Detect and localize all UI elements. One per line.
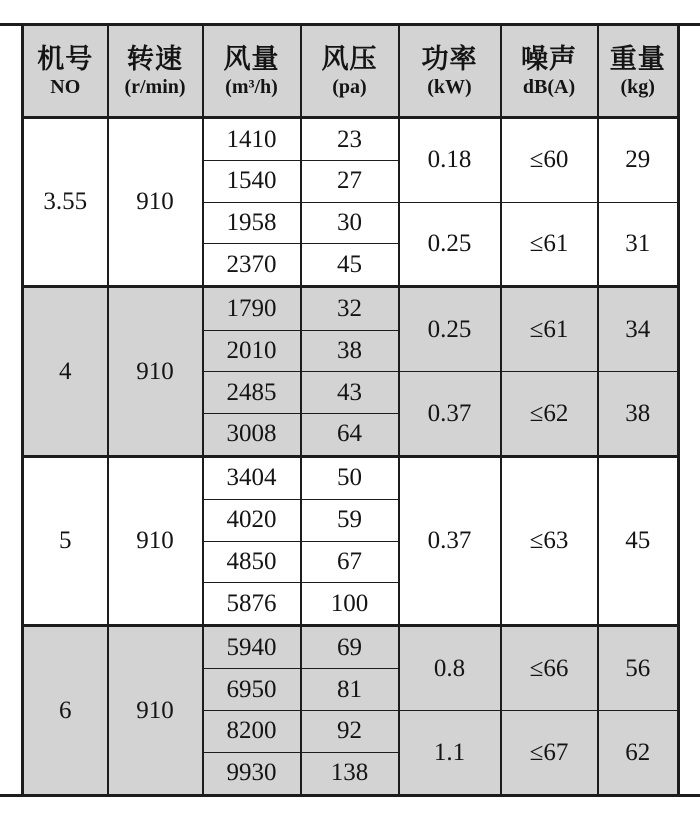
table-row [23,118,679,161]
cell-pressure: 27 [301,161,399,203]
cell-pressure: 38 [301,330,399,372]
col-title-flow: 风量 [223,44,280,75]
col-unit-speed: (r/min) [124,75,186,98]
col-unit-power: (kW) [427,75,472,98]
cell-noise: ≤60 [501,118,598,203]
cell-flow: 1540 [203,161,301,203]
cell-power: 0.37 [399,456,501,625]
cell-speed: 910 [108,456,203,625]
col-title-speed: 转速 [127,44,183,75]
table-row [23,626,679,669]
cell-flow: 9930 [203,752,301,795]
fan-spec-table [21,23,680,797]
cell-weight: 34 [598,287,679,372]
cell-noise: ≤61 [501,202,598,287]
cell-pressure: 32 [301,287,399,330]
cell-pressure: 69 [301,626,399,669]
table-row [23,456,679,499]
cell-pressure: 30 [301,202,399,244]
cell-pressure: 43 [301,372,399,414]
cell-flow: 2010 [203,330,301,372]
cell-flow: 4020 [203,500,301,542]
cell-pressure: 23 [301,118,399,161]
cell-pressure: 64 [301,413,399,456]
col-header-weight [598,25,679,118]
cell-weight: 29 [598,118,679,203]
cell-flow: 6950 [203,669,301,711]
col-unit-noise: dB(A) [522,75,576,98]
col-header-pressure [301,25,399,118]
cell-machine-no: 4 [23,287,108,456]
cell-power: 0.37 [399,372,501,457]
cell-flow: 1958 [203,202,301,244]
cell-weight: 62 [598,711,679,796]
cell-flow: 1790 [203,287,301,330]
cell-weight: 56 [598,626,679,711]
col-header-speed [108,25,203,118]
cell-flow: 4850 [203,541,301,583]
cell-power: 0.8 [399,626,501,711]
cell-pressure: 45 [301,244,399,287]
col-unit-pressure: (pa) [332,75,367,98]
cell-noise: ≤66 [501,626,598,711]
col-title-noise: 噪声 [521,44,577,75]
cell-noise: ≤63 [501,456,598,625]
cell-flow: 2370 [203,244,301,287]
cell-flow: 3404 [203,456,301,499]
cell-flow: 8200 [203,711,301,753]
cell-pressure: 92 [301,711,399,753]
cell-machine-no: 3.55 [23,118,108,287]
col-unit-no: NO [50,75,81,98]
cell-pressure: 138 [301,752,399,795]
header-row [23,25,679,118]
col-title-pressure: 风压 [321,44,378,75]
cell-noise: ≤67 [501,711,598,796]
cell-speed: 910 [108,118,203,287]
cell-flow: 5876 [203,583,301,626]
col-title-no: 机号 [37,44,94,75]
col-unit-flow: (m³/h) [225,75,278,98]
cell-pressure: 67 [301,541,399,583]
cell-power: 1.1 [399,711,501,796]
cell-pressure: 50 [301,456,399,499]
cell-flow: 5940 [203,626,301,669]
cell-noise: ≤61 [501,287,598,372]
col-header-no [23,25,108,118]
cell-weight: 38 [598,372,679,457]
cell-machine-no: 6 [23,626,108,796]
cell-pressure: 81 [301,669,399,711]
cell-flow: 1410 [203,118,301,161]
col-title-weight: 重量 [609,44,666,75]
cell-pressure: 100 [301,583,399,626]
cell-flow: 3008 [203,413,301,456]
cell-weight: 31 [598,202,679,287]
cell-speed: 910 [108,287,203,456]
cell-power: 0.25 [399,287,501,372]
cell-weight: 45 [598,456,679,625]
col-unit-weight: (kg) [620,75,655,98]
cell-power: 0.18 [399,118,501,203]
cell-pressure: 59 [301,500,399,542]
table-body [23,118,679,796]
table-row [23,287,679,330]
col-title-power: 功率 [421,44,478,75]
cell-noise: ≤62 [501,372,598,457]
col-header-noise [501,25,598,118]
cell-power: 0.25 [399,202,501,287]
cell-machine-no: 5 [23,456,108,625]
cell-speed: 910 [108,626,203,796]
table-header [23,25,679,118]
col-header-flow [203,25,301,118]
cell-flow: 2485 [203,372,301,414]
col-header-power [399,25,501,118]
